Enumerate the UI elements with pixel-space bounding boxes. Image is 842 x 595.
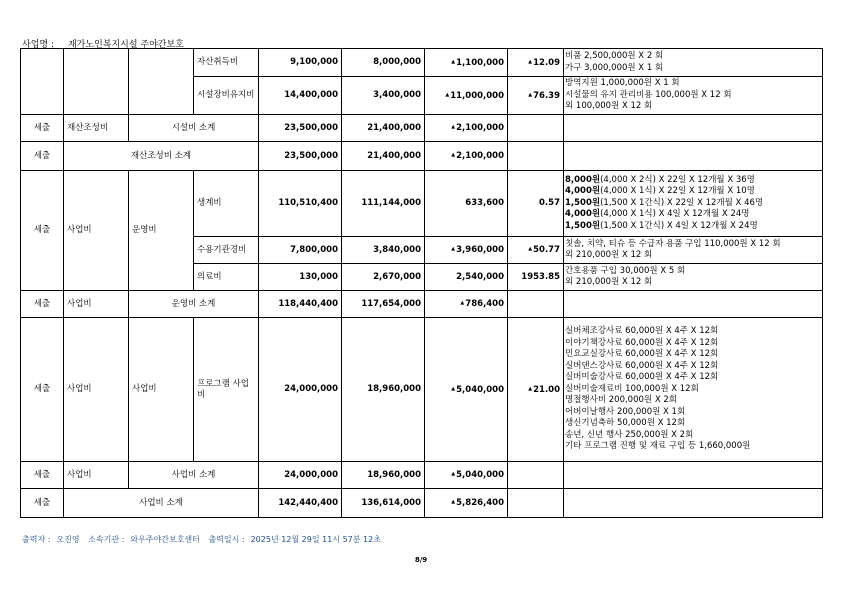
table-row xyxy=(21,489,823,518)
kind-cell xyxy=(21,49,64,115)
up-triangle-icon: ▲ xyxy=(451,152,456,158)
subtotal-label: 사업비 소계 xyxy=(64,489,259,518)
prev-cell: 21,400,000 xyxy=(342,142,425,171)
sub-cell: 생계비 xyxy=(194,171,259,237)
sub-cell: 프로그램 사업비 xyxy=(194,318,259,462)
org-label: 소속기관 : xyxy=(88,535,125,544)
budget-cell: 118,440,400 xyxy=(259,291,342,318)
table-row xyxy=(21,318,823,462)
table-row xyxy=(21,462,823,489)
budget-cell: 23,500,000 xyxy=(259,142,342,171)
pct-cell: 0.57 xyxy=(508,171,564,237)
diff-cell: 633,600 xyxy=(425,171,508,237)
note-cell: 실버체조강사료 60,000원 X 4주 X 12회 이야기책강사료 60,000원 X 4주 X 12회 민요교실강사료 60,000원 X 4주 X 12회 실버댄스강사료 60,000원 X 4주 X 12회 실버미술강사료 60,000원 X 4주 X 12회 실버미술재료비 100,000원 X 12회 명절행사비 200,000원 X 2회 어버이날행사 200,000원 X 1회 생신기념축하 50,000원 X 12회 송년, 신년 행사 250,000원 X 2회 기타 프로그램 진행 및 재료 구입 등 1,660,000원 xyxy=(564,318,823,462)
budget-cell: 110,510,400 xyxy=(259,171,342,237)
prev-cell: 21,400,000 xyxy=(342,115,425,142)
diff-cell: ▲5,040,000 xyxy=(425,462,508,489)
pct-cell xyxy=(508,142,564,171)
budget-cell: 23,500,000 xyxy=(259,115,342,142)
subtotal-label: 사업비 소계 xyxy=(129,462,259,489)
kwan-cell: 사업비 xyxy=(64,318,129,462)
note-cell xyxy=(564,291,823,318)
diff-cell: ▲5,826,400 xyxy=(425,489,508,518)
print-footer xyxy=(22,534,387,545)
up-triangle-icon: ▲ xyxy=(460,300,465,306)
prev-cell: 8,000,000 xyxy=(342,49,425,77)
subtotal-label: 운영비 소계 xyxy=(129,291,259,318)
prev-cell: 18,960,000 xyxy=(342,462,425,489)
up-triangle-icon: ▲ xyxy=(445,91,450,98)
up-triangle-icon: ▲ xyxy=(451,471,456,477)
note-cell xyxy=(564,115,823,142)
prev-cell: 117,654,000 xyxy=(342,291,425,318)
prev-cell: 2,670,000 xyxy=(342,264,425,291)
budget-cell: 130,000 xyxy=(259,264,342,291)
date-value: 2025년 12월 29일 11시 57분 12초 xyxy=(250,535,381,544)
pct-cell xyxy=(508,462,564,489)
page-number: 8/9 xyxy=(414,556,428,564)
author-label: 출력자 : xyxy=(22,535,51,544)
note-cell xyxy=(564,142,823,171)
kind-cell: 세출 xyxy=(21,318,64,462)
kwan-cell: 재산조성비 xyxy=(64,115,129,142)
pct-cell: ▲21.00 xyxy=(508,318,564,462)
author-value: 오진영 xyxy=(56,535,80,544)
up-triangle-icon: ▲ xyxy=(451,124,456,130)
subtotal-label: 시설비 소계 xyxy=(129,115,259,142)
kind-cell: 세출 xyxy=(21,291,64,318)
prev-cell: 111,144,000 xyxy=(342,171,425,237)
up-triangle-icon: ▲ xyxy=(528,58,533,65)
note-cell xyxy=(564,462,823,489)
table-row xyxy=(21,115,823,142)
up-triangle-icon: ▲ xyxy=(451,499,456,505)
up-triangle-icon: ▲ xyxy=(451,385,456,392)
date-label: 출력일시 : xyxy=(208,535,245,544)
diff-cell: ▲786,400 xyxy=(425,291,508,318)
budget-cell: 24,000,000 xyxy=(259,318,342,462)
note-cell: 방역지원 1,000,000원 X 1 회 시설물의 유지 관리비용 100,000원 X 12 회 외 100,000원 X 12 회 xyxy=(564,77,823,115)
pct-cell xyxy=(508,115,564,142)
sub-cell: 수용기관경비 xyxy=(194,237,259,264)
kwan-cell xyxy=(64,49,129,115)
pct-cell: 1953.85 xyxy=(508,264,564,291)
kind-cell: 세출 xyxy=(21,115,64,142)
table-row xyxy=(21,49,823,77)
sub-cell: 시설장비유지비 xyxy=(194,77,259,115)
budget-cell: 142,440,400 xyxy=(259,489,342,518)
up-triangle-icon: ▲ xyxy=(451,246,456,252)
table-row xyxy=(21,171,823,237)
table-row xyxy=(21,291,823,318)
kind-cell: 세출 xyxy=(21,142,64,171)
pct-cell: ▲50.77 xyxy=(508,237,564,264)
diff-cell: ▲2,100,000 xyxy=(425,142,508,171)
diff-cell: ▲3,960,000 xyxy=(425,237,508,264)
business-label: 사업명 : xyxy=(22,40,54,50)
sub-cell: 자산취득비 xyxy=(194,49,259,77)
note-cell xyxy=(564,489,823,518)
diff-cell: ▲5,040,000 xyxy=(425,318,508,462)
kind-cell: 세출 xyxy=(21,489,64,518)
hang-cell: 운영비 xyxy=(129,171,194,291)
sub-cell: 의료비 xyxy=(194,264,259,291)
pct-cell xyxy=(508,489,564,518)
up-triangle-icon: ▲ xyxy=(528,91,533,98)
diff-cell: ▲2,100,000 xyxy=(425,115,508,142)
subtotal-label: 재산조성비 소계 xyxy=(64,142,259,171)
prev-cell: 3,400,000 xyxy=(342,77,425,115)
prev-cell: 18,960,000 xyxy=(342,318,425,462)
up-triangle-icon: ▲ xyxy=(451,58,456,65)
budget-cell: 14,400,000 xyxy=(259,77,342,115)
hang-cell xyxy=(129,49,194,115)
note-cell: 간호용품 구입 30,000원 X 5 회 외 210,000원 X 12 회 xyxy=(564,264,823,291)
diff-cell: ▲11,000,000 xyxy=(425,77,508,115)
prev-cell: 3,840,000 xyxy=(342,237,425,264)
prev-cell: 136,614,000 xyxy=(342,489,425,518)
budget-cell: 24,000,000 xyxy=(259,462,342,489)
budget-cell: 9,100,000 xyxy=(259,49,342,77)
budget-table xyxy=(20,48,823,518)
table-row xyxy=(21,142,823,171)
org-value: 와우주야간보호센터 xyxy=(130,535,200,544)
kwan-cell: 사업비 xyxy=(64,291,129,318)
pct-cell xyxy=(508,291,564,318)
up-triangle-icon: ▲ xyxy=(528,385,533,392)
note-cell: 칫솔, 치약, 티슈 등 수급자 용품 구입 110,000원 X 12 회 외 210,000원 X 12 회 xyxy=(564,237,823,264)
diff-cell: ▲1,100,000 xyxy=(425,49,508,77)
hang-cell: 사업비 xyxy=(129,318,194,462)
kwan-cell: 사업비 xyxy=(64,462,129,489)
diff-cell: 2,540,000 xyxy=(425,264,508,291)
business-value: 재가노인복지시설 주야간보호 xyxy=(67,40,184,50)
kind-cell: 세출 xyxy=(21,462,64,489)
kind-cell: 세출 xyxy=(21,171,64,291)
budget-cell: 7,800,000 xyxy=(259,237,342,264)
pct-cell: ▲76.39 xyxy=(508,77,564,115)
note-cell: 8,000원(4,000 X 2식) X 22일 X 12개월 X 36명 4,000원(4,000 X 1식) X 22일 X 12개월 X 10명 1,500원(1,500 X 1간식) X 22일 X 12개월 X 46명 4,000원(4,000 X 1식) X 4일 X 12개월 X 24명 1,500원(1,500 X 1간식) X 4일 X 12개월 X 24명 xyxy=(564,171,823,237)
note-cell: 비품 2,500,000원 X 2 회 가구 3,000,000원 X 1 회 xyxy=(564,49,823,77)
kwan-cell: 사업비 xyxy=(64,171,129,291)
up-triangle-icon: ▲ xyxy=(528,246,533,252)
pct-cell: ▲12.09 xyxy=(508,49,564,77)
